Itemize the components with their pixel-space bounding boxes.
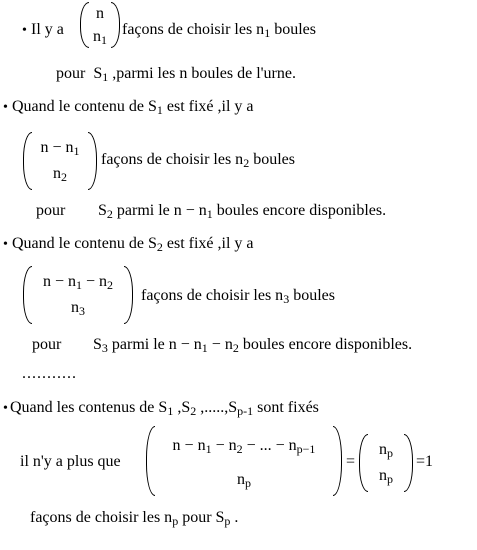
equals-sign: = bbox=[346, 453, 356, 470]
text-quand-sp: Quand les contenus de $S_1$ $,S_2$ $,.....,S_{p-1}$ sont fixés bbox=[10, 399, 319, 418]
text-quand-s2: Quand le contenu de $S_2$ est fixé ,il y a bbox=[12, 235, 254, 254]
text-facons-3: façons de choisir les $n_3$ boules bbox=[141, 287, 335, 306]
text-pour-s3: $S_3$ parmi le $n - n_1 - n_2$ boules encore disponibles. bbox=[93, 336, 413, 355]
binomial-final bbox=[146, 426, 342, 496]
bullet: • bbox=[3, 401, 8, 416]
ellipsis-dots: ........... bbox=[22, 365, 77, 382]
text-quand-s1: Quand le contenu de $S_1$ est fixé ,il y a bbox=[12, 98, 254, 117]
text-facons-1: façons de choisir les $n_1$ boules bbox=[122, 21, 316, 40]
binom-bottom: $n_p$ bbox=[379, 467, 393, 486]
text-pour-s2: $S_2$ parmi le $n - n_1$ boules encore disponibles. bbox=[98, 202, 387, 221]
text-pour-s1: pour $S_1$ ,parmi les n boules de l'urne. bbox=[56, 65, 296, 84]
text-pour-label-3: pour bbox=[32, 336, 62, 353]
text-facons-2: façons de choisir les $n_2$ boules bbox=[101, 151, 295, 170]
text-facons-final: façons de choisir les $n_p$ pour $S_p$ . bbox=[30, 509, 239, 528]
text-pour-label-2: pour bbox=[36, 202, 66, 219]
binom-top: $n - n_1 - n_2$ bbox=[42, 273, 114, 292]
binomial-n-n1-n2 bbox=[23, 132, 97, 190]
binom-top: $n - n_1 - n_2$ − ... − $n_{p-1}$ bbox=[172, 437, 316, 456]
binom-bottom: $n_1$ bbox=[93, 28, 107, 47]
bullet: • bbox=[3, 237, 8, 252]
binom-bottom: $n_p$ bbox=[237, 471, 251, 490]
bullet: • bbox=[3, 100, 8, 115]
binom-top: $n - n_1$ bbox=[40, 139, 80, 158]
binom-bottom: $n_2$ bbox=[53, 165, 67, 184]
text-il-y-a: Il y a bbox=[31, 21, 64, 38]
binomial-n-n1-n2-n3 bbox=[23, 266, 133, 324]
binomial-np-np bbox=[359, 434, 413, 492]
text-il-ny-a-plus-que: il n'y a plus que bbox=[20, 453, 121, 470]
bullet: • bbox=[22, 23, 27, 38]
binom-top: n bbox=[96, 5, 104, 22]
equals-one: =1 bbox=[416, 453, 434, 470]
binom-top: $n_p$ bbox=[379, 441, 393, 460]
binom-bottom: $n_3$ bbox=[71, 299, 85, 318]
binomial-n-n1 bbox=[80, 2, 120, 48]
